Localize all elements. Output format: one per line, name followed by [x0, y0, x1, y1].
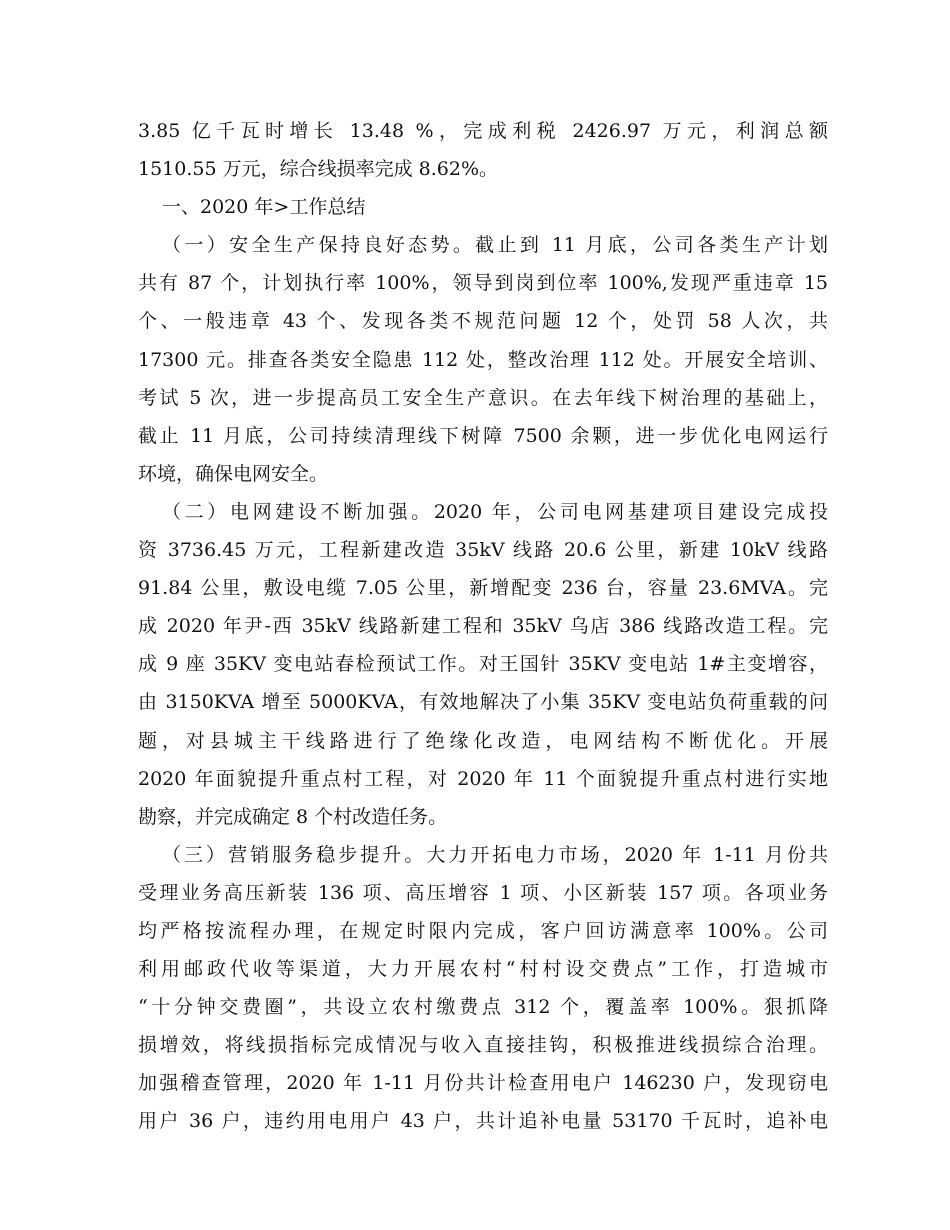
text-line: 个、一般违章 43 个、发现各类不规范问题 12 个，处罚 58 人次，共 — [138, 310, 828, 333]
text-line: 利用邮政代收等渠道，大力开展农村“村村设交费点”工作，打造城市 — [138, 958, 828, 981]
text-line: “十分钟交费圈”，共设立农村缴费点 312 个，覆盖率 100%。狠抓降 — [138, 996, 828, 1019]
text-line: 考试 5 次，进一步提高员工安全生产意识。在去年线下树治理的基础上， — [138, 386, 828, 409]
text-line: 17300 元。排查各类安全隐患 112 处，整改治理 112 处。开展安全培训、 — [138, 348, 828, 371]
text-line: 2020 年面貌提升重点村工程，对 2020 年 11 个面貌提升重点村进行实地 — [138, 767, 828, 790]
text-line: 资 3736.45 万元，工程新建改造 35kV 线路 20.6 公里，新建 10kV 线路 — [138, 539, 828, 562]
paragraph-start: （三）营销服务稳步提升。大力开拓电力市场，2020 年 1-11 月份共 — [162, 843, 828, 866]
text-line: 环境，确保电网安全。 — [138, 462, 329, 485]
text-line: 成 2020 年尹-西 35kV 线路新建工程和 35kV 乌店 386 线路改造工程。完 — [138, 615, 828, 638]
text-line: 勘察，并完成确定 8 个村改造任务。 — [138, 805, 448, 828]
text-line: 3.85 亿千瓦时增长 13.48 %，完成利税 2426.97 万元，利润总额 — [138, 120, 828, 142]
text-line: 截止 11 月底，公司持续清理线下树障 7500 余颗，进一步优化电网运行 — [138, 424, 828, 447]
text-line: 1510.55 万元，综合线损率完成 8.62%。 — [138, 158, 499, 181]
text-line: 加强稽查管理，2020 年 1-11 月份共计检查用电户 146230 户，发现窃电 — [138, 1072, 828, 1095]
paragraph-start: （一）安全生产保持良好态势。截止到 11 月底，公司各类生产计划 — [162, 234, 828, 257]
text-line: 用户 36 户，违约用电用户 43 户，共计追补电量 53170 千瓦时，追补电 — [138, 1110, 828, 1133]
paragraph-start: （二）电网建设不断加强。2020 年，公司电网基建项目建设完成投 — [162, 500, 828, 523]
text-line: 由 3150KVA 增至 5000KVA，有效地解决了小集 35KV 变电站负荷重载的问 — [138, 691, 828, 714]
text-line: 题，对县城主干线路进行了绝缘化改造，电网结构不断优化。开展 — [138, 729, 828, 752]
text-line: 受理业务高压新装 136 项、高压增容 1 项、小区新装 157 项。各项业务 — [138, 881, 828, 904]
text-line: 成 9 座 35KV 变电站春检预试工作。对王国针 35KV 变电站 1#主变增容， — [138, 653, 828, 676]
text-line: 均严格按流程办理，在规定时限内完成，客户回访满意率 100%。公司 — [138, 919, 828, 942]
text-line: 损增效，将线损指标完成情况与收入直接挂钩，积极推进线损综合治理。 — [138, 1034, 828, 1057]
text-line: 91.84 公里，敷设电缆 7.05 公里，新增配变 236 台，容量 23.6MVA。完 — [138, 577, 828, 600]
section-heading: 一、2020 年>工作总结 — [162, 196, 366, 219]
text-line: 共有 87 个，计划执行率 100%，领导到岗到位率 100%,发现严重违章 15 — [138, 272, 828, 295]
document-body — [138, 112, 828, 1141]
